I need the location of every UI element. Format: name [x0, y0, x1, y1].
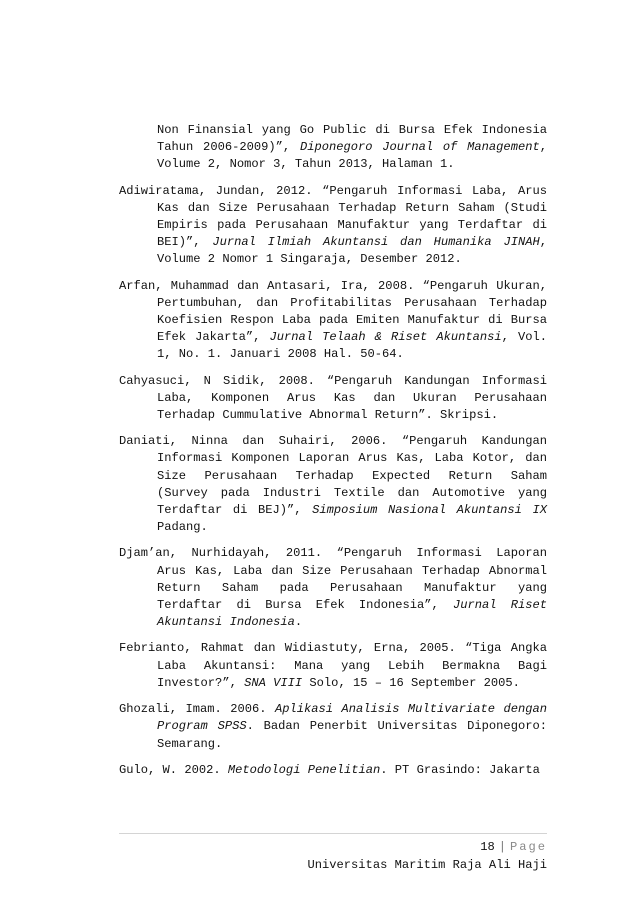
- reference-source-title: Aplikasi Analisis Multivariate dengan Program SPSS: [157, 702, 547, 734]
- reference-entry: [119, 433, 547, 536]
- reference-details: , Volume 2, Nomor 3, Tahun 2013, Halaman 1.: [157, 140, 547, 172]
- reference-entry: [119, 640, 547, 692]
- reference-text: Adiwiratama, Jundan, 2012. “Pengaruh Informasi Laba, Arus Kas dan Size Perusahaan Terhadap Return Saham (Studi Empiris pada Perusahaan Manufaktur yang Terdaftar di BEI)”,: [119, 183, 547, 250]
- reference-text: Febrianto, Rahmat dan Widiastuty, Erna, 2005. “Tiga Angka Laba Akuntansi: Mana yang Lebih Bermakna Bagi Investor?”,: [119, 641, 547, 690]
- reference-source-title: Jurnal Telaah & Riset Akuntansi: [269, 330, 502, 345]
- reference-entry: [119, 701, 547, 753]
- reference-text: Non Finansial yang Go Public di Bursa Efek Indonesia Tahun 2006-2009)”,: [157, 123, 547, 155]
- reference-source-title: Jurnal Ilmiah Akuntansi dan Humanika JINAH: [212, 235, 540, 250]
- reference-entry: [119, 373, 547, 425]
- reference-text: Arfan, Muhammad dan Antasari, Ira, 2008. “Pengaruh Ukuran, Pertumbuhan, dan Profitabilitas Perusahaan Terhadap Koefisien Respon Laba pada Emiten Manufaktur di Bursa Efek Jakarta”,: [119, 278, 547, 345]
- reference-list: [119, 122, 547, 788]
- reference-source-title: Metodologi Penelitian: [227, 762, 381, 777]
- reference-text: Cahyasuci, N Sidik, 2008. “Pengaruh Kandungan Informasi Laba, Komponen Arus Kas dan Ukuran Perusahaan Terhadap Cummulative Abnormal Return”. Skripsi.: [119, 373, 547, 423]
- reference-source-title: Jurnal Riset Akuntansi Indonesia: [157, 598, 547, 630]
- reference-details: Padang.: [157, 520, 208, 535]
- page-label: Page: [509, 840, 547, 854]
- reference-details: . PT Grasindo: Jakarta: [380, 762, 540, 777]
- reference-entry: [119, 545, 547, 631]
- footer-divider: [119, 833, 547, 834]
- page-separator: |: [498, 840, 506, 854]
- page-number: 18: [480, 840, 495, 854]
- reference-entry: [119, 122, 547, 174]
- reference-details: , Vol. 1, No. 1. Januari 2008 Hal. 50-64.: [157, 330, 547, 362]
- reference-text: Daniati, Ninna dan Suhairi, 2006. “Pengaruh Kandungan Informasi Komponen Laporan Arus Kas, Laba Kotor, dan Size Perusahaan Terhadap Expected Return Saham (Survey pada Industri Textile dan Automotive yang Terdaftar di BEJ)”,: [119, 434, 547, 518]
- reference-details: Solo, 15 – 16 September 2005.: [302, 675, 520, 690]
- reference-entry: [119, 762, 547, 779]
- reference-details: .: [294, 615, 303, 630]
- reference-text: Gulo, W. 2002.: [119, 762, 228, 777]
- reference-details: , Volume 2 Nomor 1 Singaraja, Desember 2012.: [157, 235, 547, 267]
- reference-details: . Badan Penerbit Universitas Diponegoro: Semarang.: [157, 719, 547, 751]
- footer-page-number: [480, 839, 547, 855]
- reference-entry: [119, 183, 547, 269]
- reference-text: Djam’an, Nurhidayah, 2011. “Pengaruh Informasi Laporan Arus Kas, Laba dan Size Perusahaan Terhadap Abnormal Return Saham pada Perusahaan Manufaktur yang Terdaftar di Bursa Efek Indonesia”,: [119, 546, 547, 613]
- reference-source-title: Simposium Nasional Akuntansi IX: [312, 503, 548, 518]
- reference-entry: [119, 278, 547, 364]
- reference-source-title: Diponegoro Journal of Management: [299, 140, 540, 155]
- reference-text: Ghozali, Imam. 2006.: [119, 702, 275, 717]
- reference-source-title: SNA VIII: [244, 675, 303, 690]
- footer-institution: Universitas Maritim Raja Ali Haji: [307, 858, 547, 872]
